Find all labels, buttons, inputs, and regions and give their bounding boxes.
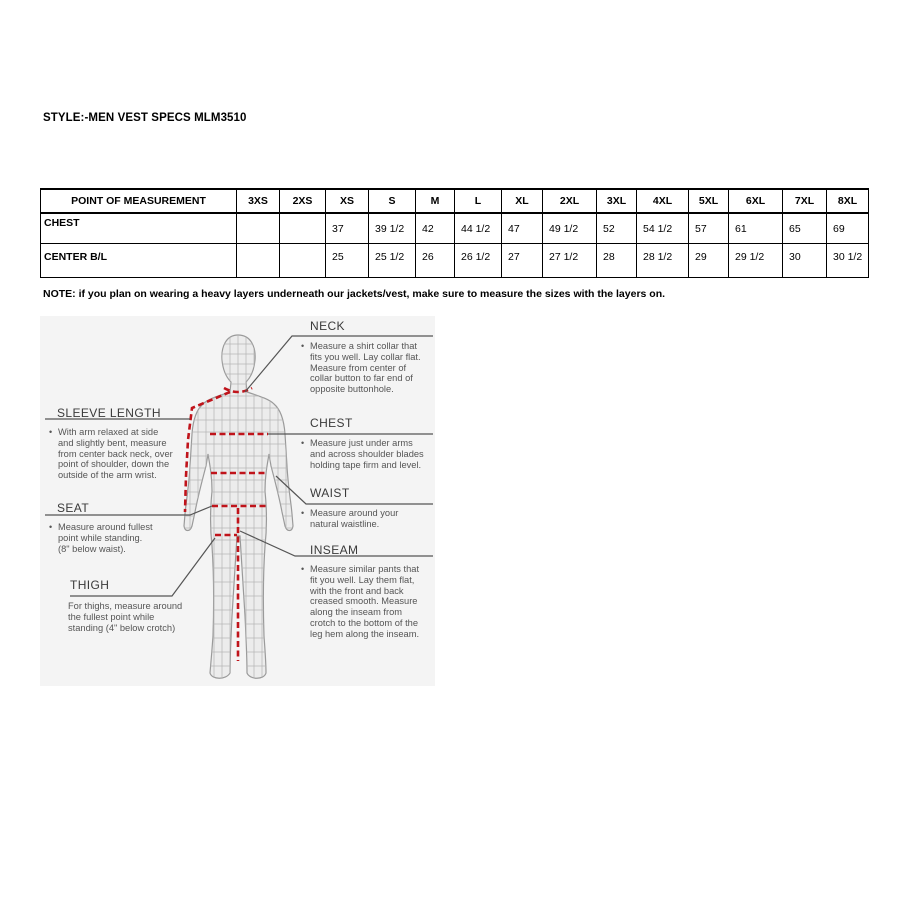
column-header: M <box>416 189 455 213</box>
table-cell: 44 1/2 <box>455 213 502 244</box>
column-header: 8XL <box>827 189 869 213</box>
table-cell: 30 1/2 <box>827 244 869 278</box>
thigh-instructions: For thighs, measure around the fullest point while standing (4" below crotch) <box>68 601 183 633</box>
table-cell: 47 <box>502 213 543 244</box>
table-cell <box>280 213 326 244</box>
table-cell: 29 1/2 <box>729 244 783 278</box>
layering-note: NOTE: if you plan on wearing a heavy layers underneath our jackets/vest, make sure to measure the sizes with the layers on. <box>43 288 666 300</box>
waist-leader-line <box>276 476 433 504</box>
neck-label: NECK <box>310 319 345 333</box>
column-header: 3XL <box>597 189 637 213</box>
chest-instructions: • Measure just under arms and across shoulder blades holding tape firm and level. <box>310 438 424 470</box>
column-header: XS <box>326 189 369 213</box>
table-cell: 28 1/2 <box>637 244 689 278</box>
thigh-label: THIGH <box>70 578 110 592</box>
table-cell: 69 <box>827 213 869 244</box>
table-row <box>41 213 869 244</box>
table-cell: 27 <box>502 244 543 278</box>
measurement-guide <box>40 316 435 686</box>
table-cell: 30 <box>783 244 827 278</box>
inseam-label: INSEAM <box>310 543 359 557</box>
table-cell <box>237 213 280 244</box>
sleeve-length-label: SLEEVE LENGTH <box>57 406 161 420</box>
column-header: XL <box>502 189 543 213</box>
table-cell: 26 1/2 <box>455 244 502 278</box>
table-cell: 61 <box>729 213 783 244</box>
inseam-instructions: • Measure similar pants that fit you well. Lay them flat, with the front and back creased smooth. Measure along the inseam from crotch to the bottom of the leg hem along the inseam. <box>310 564 419 640</box>
chest-label: CHEST <box>310 416 353 430</box>
column-header: L <box>455 189 502 213</box>
table-cell: 42 <box>416 213 455 244</box>
row-label: CENTER B/L <box>41 244 237 278</box>
table-cell: 57 <box>689 213 729 244</box>
table-cell: 26 <box>416 244 455 278</box>
sleeve-length-instructions: • With arm relaxed at side and slightly bent, measure from center back neck, over point of shoulder, down the outside of the arm wrist. <box>58 427 173 481</box>
seat-instructions: • Measure around fullest point while standing. (8" below waist). <box>58 522 153 554</box>
column-header: 2XL <box>543 189 597 213</box>
waist-label: WAIST <box>310 486 350 500</box>
table-cell: 39 1/2 <box>369 213 416 244</box>
table-cell: 25 1/2 <box>369 244 416 278</box>
table-cell: 27 1/2 <box>543 244 597 278</box>
waist-instructions: • Measure around your natural waistline. <box>310 508 398 530</box>
table-cell: 29 <box>689 244 729 278</box>
table-cell: 28 <box>597 244 637 278</box>
table-cell <box>280 244 326 278</box>
page-title: STYLE:-MEN VEST SPECS MLM3510 <box>43 112 247 124</box>
column-header: 5XL <box>689 189 729 213</box>
table-cell <box>237 244 280 278</box>
seat-label: SEAT <box>57 501 90 515</box>
table-row <box>41 244 869 278</box>
table-cell: 65 <box>783 213 827 244</box>
table-header-row <box>41 189 869 213</box>
table-cell: 37 <box>326 213 369 244</box>
column-header: 2XS <box>280 189 326 213</box>
column-header: 4XL <box>637 189 689 213</box>
column-header: 3XS <box>237 189 280 213</box>
size-spec-table <box>40 188 869 278</box>
column-header: 6XL <box>729 189 783 213</box>
table-cell: 25 <box>326 244 369 278</box>
row-label: CHEST <box>41 213 237 244</box>
column-header: POINT OF MEASUREMENT <box>41 189 237 213</box>
column-header: 7XL <box>783 189 827 213</box>
table-cell: 52 <box>597 213 637 244</box>
column-header: S <box>369 189 416 213</box>
neck-instructions: • Measure a shirt collar that fits you well. Lay collar flat. Measure from center of collar button to far end of opposite buttonhole. <box>310 341 421 395</box>
table-cell: 49 1/2 <box>543 213 597 244</box>
table-cell: 54 1/2 <box>637 213 689 244</box>
